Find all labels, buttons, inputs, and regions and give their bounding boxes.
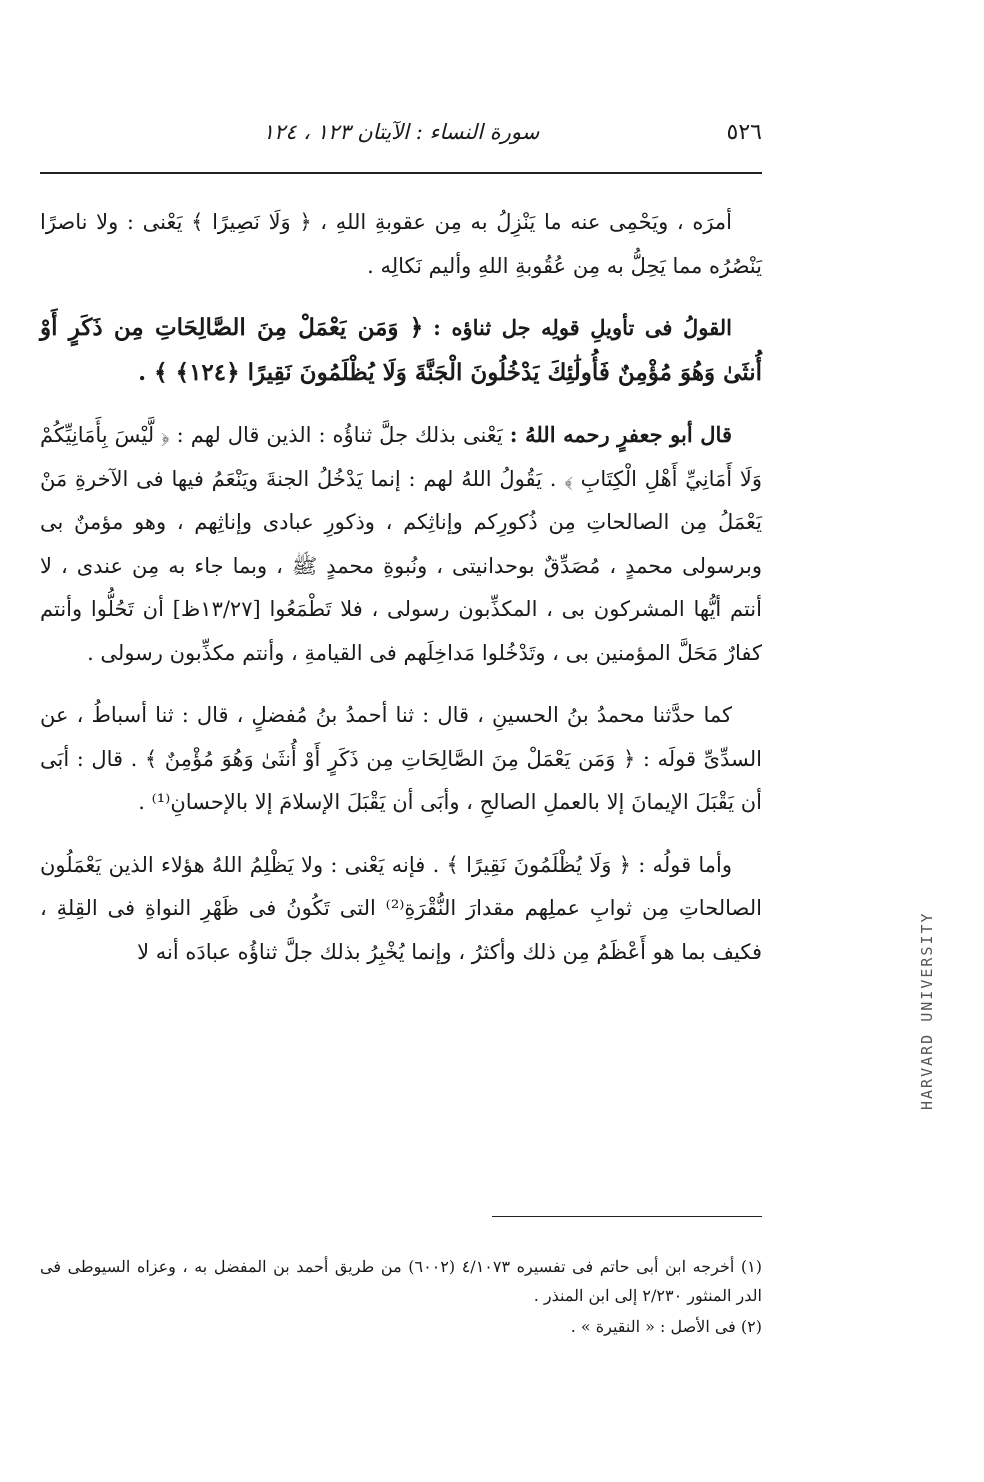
paragraph-text: يَعْنى بذلك جلَّ ثناؤُه : الذين قال لهم : ﴿ لَّيْسَ بِأَمَانِيِّكُمْ وَلَا أَمَانِيِّ أَهْلِ الْكِتَابِ ﴾ . يَقُولُ اللهُ لهم : إنما يَدْخُلُ الجنةَ ويَنْعَمُ فيها فى الآخرةِ مَنْ يَعْمَلُ مِن الصالحاتِ مِن ذُكورِكم وإناثِكم ، وذكورِ عبادى وإناثِهم ، وهو مؤمنٌ بى وبرسولى محمدٍ ، مُصَدِّقٌ بوحدانيتى ، ونُبوةِ محمدٍ ﷺ ، وبما جاء به مِن عندى ، لا أنتم أيُّها المشركون بى ، المكذِّبون رسولى ، فلا تَطْمَعُوا [١٣/٢٧ظ] أن تَحُلُّوا وأنتم كفارٌ مَحَلَّ المؤمنين بى ، وتَدْخُلوا مَداخِلَهم فى القيامةِ ، وأنتم مكذِّبون رسولى . (40, 423, 762, 665)
page-number: ٥٢٦ (726, 120, 762, 145)
footnote-divider (492, 1216, 762, 1217)
footnote: (٢) فى الأصل : « النقيرة » . (570, 1317, 762, 1336)
footnote: (١) أخرجه ابن أبى حاتم فى تفسيره ٤/١٠٧٣ (٦٠٠٢) من طريق أحمد بن المفضل به ، وعزاه السيوطى فى الدر المنثور ٢/٢٣٠ إلى ابن المنذر . (40, 1257, 762, 1305)
paragraph (40, 843, 762, 975)
paragraph-text: أمرَه ، ويَحْمِى عنه ما يَنْزِلُ به مِن عقوبةِ اللهِ ، ﴿ وَلَا نَصِيرًا ﴾ يَعْنى : ولا ناصرًا يَنْصُرُه مما يَحِلُّ به مِن عُقُوبةِ اللهِ وأليم نَكالِه . (40, 210, 762, 278)
paragraph-lead: قال أبو جعفرٍ رحمه اللهُ : (509, 422, 732, 447)
header-divider (40, 172, 762, 174)
paragraph (40, 200, 762, 288)
paragraph (40, 306, 762, 395)
paragraph (40, 413, 762, 675)
library-stamp: HARVARD UNIVERSITY (918, 911, 936, 1110)
running-head: سورة النساء : الآيتان ١٢٣ ، ١٢٤ (262, 120, 540, 144)
paragraph-text: كما حدَّثنا محمدُ بنُ الحسينِ ، قال : ثنا أحمدُ بنُ مُفضلٍ ، قال : ثنا أسباطُ ، عن السدِّىِّ قولَه : ﴿ وَمَن يَعْمَلْ مِنَ الصَّالِحَاتِ مِن ذَكَرٍ أَوْ أُنثَىٰ وَهُوَ مُؤْمِنٌ ﴾ . قال : أبَى أن يَقْبَلَ الإيمانَ إلا بالعملِ الصالحِ ، وأبَى أن يَقْبَلَ الإسلامَ إلا بالإحسانِ⁽¹⁾ . (40, 703, 762, 814)
quran-verse: ﴿ وَمَن يَعْمَلْ مِنَ الصَّالِحَاتِ مِن ذَكَرٍ أَوْ أُنثَىٰ وَهُوَ مُؤْمِنٌ فَأُولَٰئِكَ يَدْخُلُونَ الْجَنَّةَ وَلَا يُظْلَمُونَ نَقِيرًا ﴿١٢٤﴾ ﴾ . (40, 314, 762, 386)
paragraph-lead: القولُ فى تأويلِ قولِه جل ثناؤه : (433, 315, 732, 340)
page-header (40, 118, 762, 158)
footnotes (40, 1252, 762, 1343)
paragraph (40, 693, 762, 825)
paragraph-text: وأما قولُه : ﴿ وَلَا يُظْلَمُونَ نَقِيرًا ﴾ . فإنه يَعْنى : ولا يَظْلِمُ اللهُ هؤلاء الذين يَعْمَلُون الصالحاتِ مِن ثوابِ عملِهم مقدارَ النُّقْرَةِ⁽²⁾ التى تَكُونُ فى ظَهْرِ النواةِ فى القِلةِ ، فكيف بما هو أَعْظَمُ مِن ذلك وأكثرُ ، وإنما يُخْبِرُ بذلك جلَّ ثناؤُه عبادَه أنه لا (40, 852, 763, 964)
main-text (40, 200, 762, 992)
